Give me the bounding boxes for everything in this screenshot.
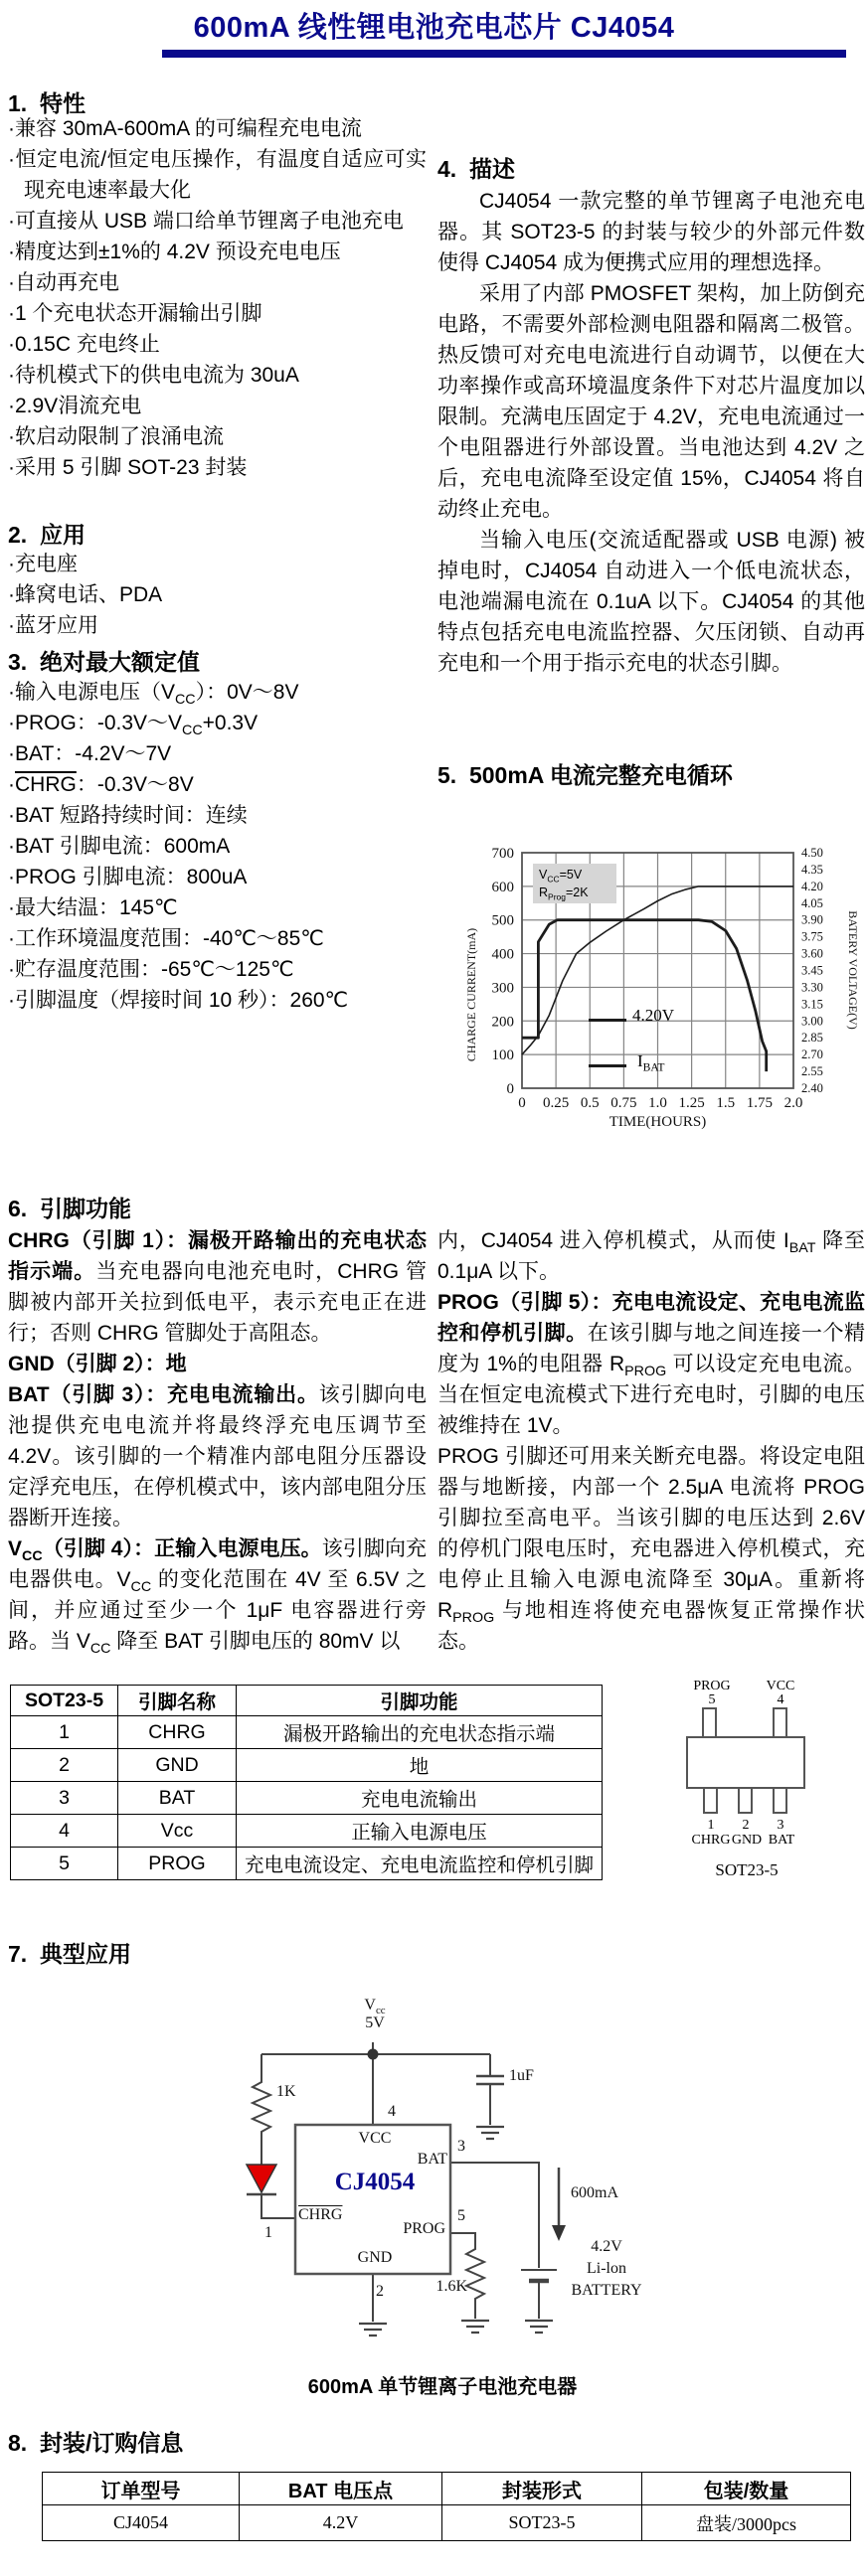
package-body [686,1736,805,1789]
table-cell: 3 [11,1782,118,1815]
table-row [11,1815,603,1848]
table-row [11,1749,603,1782]
package-pin2-lead [738,1787,753,1814]
section-7-heading: 7. 典型应用 [8,1941,131,1967]
table-cell: CHRG [118,1716,237,1749]
order-table [42,2472,851,2541]
circuit-current-label: 600mA [571,2184,618,2201]
list-item: ·CHRG：-0.3V～8V [8,773,194,796]
table-row [11,1716,603,1749]
table-cell: 盘装/3000pcs [642,2505,851,2541]
ytick-right: 3.60 [801,946,823,961]
pin-function-paragraph: $V_{CC}$（引脚 4）：正输入电源电压。该引脚向充电器供电。$V_{CC}$ 的变化范围在 4V 至 6.5V 之间，并应通过至少一个 1μF 电容器进行旁路。当 $V_{CC}$ 降至 BAT 引脚电压的 80mV 以 [8,1537,428,1658]
ytick-right: 4.05 [801,895,823,910]
list-item: ·软启动限制了浪涌电流 [8,425,224,448]
led-icon [247,2165,276,2192]
table-cell: Vcc [118,1815,237,1848]
table-cell: 4 [11,1815,118,1848]
list-item: ·BAT：-4.2V～7V [8,742,172,765]
list-item: ·2.9V涓流充电 [8,395,142,417]
x-axis-title: TIME(HOURS) [608,1114,707,1130]
legend-label-voltage: 4.20V [632,1006,675,1025]
list-item: ·自动再充电 [8,271,119,294]
list-item: ·可直接从 USB 端口给单节锂离子电池充电 [8,210,404,233]
table-row [11,1848,603,1880]
charge-cycle-chart [452,840,868,1138]
table-cell: BAT [118,1782,237,1815]
package-pin1-num: 1 [707,1818,715,1833]
chart-annotation [533,864,616,903]
circuit-battery-type: Li-lon [587,2260,626,2277]
package-pin4-lead [773,1707,787,1738]
xtick: 1.0 [648,1095,667,1111]
features-list [8,113,427,483]
list-item: ·BAT 短路持续时间：连续 [8,804,248,827]
ytick-right: 3.30 [801,980,823,995]
section-4-heading: 4. 描述 [437,156,515,182]
list-item: ·蜂窝电话、PDA [8,583,163,606]
resistor-1k [253,2054,270,2165]
package-pin1-lead [703,1787,718,1814]
column-header: 引脚名称 [118,1686,237,1716]
list-item: ·恒定电流/恒定电压操作，有温度自适应可实现充电速率最大化 [8,148,427,202]
list-item: ·PROG 引脚电流：800uA [8,866,248,888]
circuit-vcc-value: 5V [365,2014,385,2031]
package-pin2-name: GND [731,1833,763,1848]
section-3-heading: 3. 绝对最大额定值 [8,649,200,675]
circuit-pin4-num: 4 [388,2103,396,2120]
pin-function-paragraph: PROG 引脚还可用来关断充电器。将设定电阻器与地断接，内部一个 2.5μA 电流将 PROG 引脚拉至高电平。当该引脚的电压达到 2.6V 的停机门限电压时，充电器进入停机模式，充电停止且输入电源电流降至 30μA。重新将 $R_{PROG}$ 与地相连将使充电器恢复正常操作状态。 [437,1445,865,1653]
section-6-heading: 6. 引脚功能 [8,1196,131,1221]
ground-symbol [525,2321,553,2333]
circuit-cap-label: 1uF [509,2067,534,2084]
description-paragraphs [437,186,865,679]
package-pin3-num: 3 [777,1818,784,1833]
ytick-left: 300 [491,980,514,997]
table-cell: 正输入电源电压 [237,1815,603,1848]
pin-function-paragraph: PROG（引脚 5）：充电电流设定、充电电流监控和停机引脚。在该引脚与地之间连接一个精度为 1%的电阻器 $R_{PROG}$ 可以设定充电电流。当在恒定电流模式下进行充电时，引脚的电压被维持在 1V。 [437,1291,866,1437]
list-item: ·待机模式下的供电电流为 30uA [8,364,299,387]
series-charge_current [522,920,767,1074]
table-cell: 充电电流设定、充电电流监控和停机引脚 [237,1848,603,1880]
table-row [43,2505,851,2541]
table-row [11,1782,603,1815]
table-cell: SOT23-5 [442,2505,642,2541]
circuit-pin3-num: 3 [457,2138,465,2155]
section-8-heading: 8. 封装/订购信息 [8,2430,184,2456]
list-item: ·最大结温：145℃ [8,896,178,919]
circuit-battery-label: BATTERY [571,2282,642,2299]
list-item: ·蓝牙应用 [8,614,98,637]
list-item: ·1 个充电状态开漏输出引脚 [8,302,262,325]
circuit-vcc-pin: VCC [358,2130,392,2147]
pin-function-paragraph: 内，CJ4054 进入停机模式，从而使 $I_{BAT}$ 降至 0.1μA 以下。 [437,1229,865,1283]
list-item: ·工作环境温度范围：-40℃～85℃ [8,927,324,950]
ytick-right: 3.75 [801,929,823,944]
circuit-vcc-label: $V_{cc}$ [364,1997,386,2017]
list-item: ·贮存温度范围：-65℃～125℃ [8,958,294,981]
xtick: 1.5 [716,1095,736,1111]
ytick-right: 3.45 [801,963,823,978]
list-item: ·0.15C 充电终止 [8,333,160,356]
ytick-left: 100 [491,1047,514,1064]
package-pin5-name: PROG [693,1679,731,1693]
paragraph: 当输入电压(交流适配器或 USB 电源) 被掉电时，CJ4054 自动进入一个低电流状态，电池端漏电流在 0.1uA 以下。CJ4054 的其他特点包括充电电流监控器、欠压闭锁、自动再充电和一个用于指示充电的状态引脚。 [437,529,865,675]
xtick: 0.75 [610,1095,637,1111]
table-cell: CJ4054 [43,2505,240,2541]
legend-sample-ibat [589,1064,626,1067]
resistor-1k6 [450,2233,484,2319]
ytick-left: 600 [491,879,514,895]
application-circuit [229,1993,656,2355]
ytick-left: 500 [491,912,514,929]
ytick-right: 2.70 [801,1047,823,1062]
title-underline [162,50,846,58]
section-2-heading: 2. 应用 [8,522,86,548]
list-item: ·兼容 30mA-600mA 的可编程充电电流 [8,117,362,140]
circuit-gnd-pin: GND [357,2249,393,2266]
column-header: 包装/数量 [642,2473,851,2505]
table-cell: PROG [118,1848,237,1880]
ytick-right: 3.00 [801,1014,823,1029]
xtick: 2.0 [783,1095,803,1111]
ground-symbol [476,2127,504,2139]
ytick-right: 2.85 [801,1031,823,1046]
pin-function-paragraph: CHRG（引脚 1）：漏极开路输出的充电状态指示端。当充电器向电池充电时，CHRG 管脚被内部开关拉到低电平，表示充电正在进行；否则 CHRG 管脚处于高阻态。 [8,1229,428,1345]
ytick-right: 4.35 [801,862,823,877]
ytick-right: 3.90 [801,912,823,927]
circuit-pin2-num: 2 [376,2283,384,2300]
paragraph: 采用了内部 PMOSFET 架构，加上防倒充电路，不需要外部检测电阻器和隔离二极管。热反馈可对充电电流进行自动调节，以便在大功率操作或高环境温度条件下对芯片温度加以限制。充满电压固定于 4.2V，充电电流通过一个电阻器进行外部设置。当电池达到 4.2V 之后，充电电流降至设定值 15%，CJ4054 将自动终止充电。 [437,282,865,521]
table-cell: 4.2V [240,2505,442,2541]
circuit-r1-label: 1K [276,2083,296,2100]
list-item: ·采用 5 引脚 SOT-23 封装 [8,456,248,479]
list-item: ·引脚温度（焊接时间 10 秒）：260℃ [8,989,349,1012]
package-pin1-name: CHRG [691,1833,731,1848]
max-ratings-list [8,677,427,1016]
pin-function-paragraph: BAT（引脚 3）：充电电流输出。该引脚向电池提供充电电流并将最终浮充电压调节至 4.2V。该引脚的一个精准内部电阻分压器设定浮充电压，在停机模式中，该内部电阻分压器断开连接。 [8,1383,428,1530]
circuit-battery-voltage: 4.2V [591,2238,622,2255]
ground-symbol [461,2321,489,2333]
circuit-rprog-label: 1.6K [435,2278,467,2295]
junction-dot [368,2049,379,2060]
list-item: ·PROG：$-0.3V\sim V_{CC}+0.3V$ [8,712,259,739]
ytick-left: 400 [491,946,514,963]
column-header: SOT23-5 [11,1686,118,1716]
package-caption: SOT23-5 [715,1860,779,1879]
y-axis-title-right: BATERY VOLTAGE(V) [846,910,860,1030]
circuit-pin1-num: 1 [264,2224,272,2241]
ground-symbol [359,2324,387,2335]
table-cell: 2 [11,1749,118,1782]
ytick-right: 4.50 [801,846,823,860]
package-pin3-lead [773,1787,787,1814]
package-pin4-num: 4 [777,1692,784,1707]
chart-annotation-line2: $R_{Prog}=2K$ [539,886,589,902]
pin-functions-right [437,1225,865,1657]
section-5-heading: 5. 500mA 电流完整充电循环 [437,762,733,788]
pin-function-paragraph: GND（引脚 2）：地 [8,1353,187,1375]
wire [261,2194,295,2218]
table-cell: 1 [11,1716,118,1749]
package-pin2-num: 2 [742,1818,750,1833]
table-cell: GND [118,1749,237,1782]
column-header: 封装形式 [442,2473,642,2505]
table-cell: 充电电流输出 [237,1782,603,1815]
circuit-bat-pin: BAT [417,2151,447,2168]
table-cell: 地 [237,1749,603,1782]
ytick-right: 2.55 [801,1064,823,1079]
paragraph: CJ4054 一款完整的单节锂离子电池充电器。其 SOT23-5 的封装与较少的外部元件数使得 CJ4054 成为便携式应用的理想选择。 [437,190,865,274]
chart-annotation-line1: $V_{CC}=5V$ [539,868,583,885]
xtick: 1.25 [678,1095,705,1111]
xtick: 1.75 [746,1095,773,1111]
y-axis-title-left: CHARGE CURRENT(mA) [464,927,478,1062]
column-header: 订单型号 [43,2473,240,2505]
circuit-prog-pin: PROG [403,2220,445,2237]
xtick: 0.5 [580,1095,600,1111]
list-item: ·BAT 引脚电流：600mA [8,835,231,858]
section-1-heading: 1. 特性 [8,90,86,116]
ytick-right: 2.40 [801,1081,823,1095]
ytick-left: 0 [506,1081,514,1097]
table-cell: 5 [11,1848,118,1880]
package-pin5-lead [702,1707,717,1738]
xtick: 0.25 [543,1095,570,1111]
list-item: ·充电座 [8,553,78,575]
circuit-chrg-pin: CHRG [298,2206,343,2223]
pin-table [10,1685,603,1880]
circuit-chip-name: CJ4054 [334,2169,416,2195]
table-cell: 漏极开路输出的充电状态指示端 [237,1716,603,1749]
list-item: ·精度达到±1%的 4.2V 预设充电电压 [8,241,341,263]
circuit-caption: 600mA 单节锂离子电池充电器 [307,2376,578,2398]
ytick-right: 4.20 [801,879,823,893]
xtick: 0 [518,1095,526,1111]
current-arrow-head [552,2225,566,2241]
pin-functions-left [8,1225,427,1657]
column-header: BAT 电压点 [240,2473,442,2505]
circuit-pin5-num: 5 [457,2207,465,2224]
list-item: ·输入电源电压$(V_{CC})$：0V～8V [8,681,299,709]
legend-label-ibat: $I_{BAT}$ [637,1051,665,1074]
column-header: 引脚功能 [237,1686,603,1716]
package-pin5-num: 5 [708,1692,716,1707]
legend-sample-voltage [589,1019,626,1022]
ytick-left: 700 [491,846,514,862]
package-pin3-name: BAT [768,1833,795,1848]
package-pin4-name: VCC [766,1679,795,1693]
page-title: 600mA 线性锂电池充电芯片 CJ4054 [193,12,675,44]
ytick-left: 200 [491,1014,514,1031]
applications-list [8,549,427,641]
ytick-right: 3.15 [801,997,823,1012]
